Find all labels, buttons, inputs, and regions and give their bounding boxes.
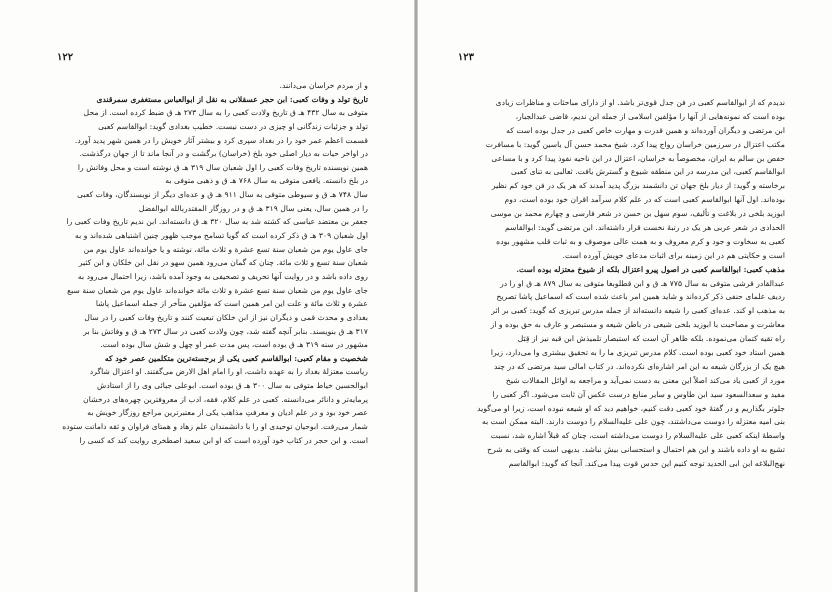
text-line: برخاسته و گوید: از دیار بلخ جهان تن دانشمند بزرگ پدید آمدند که هر یک در فن خود کم نظیر [491,181,785,191]
left-page [0,0,414,592]
text-line: الحدادی در شعر عربی هر یک در رتبهٔ نخست قرار داشته‌اند. ابن مرتضی گوید: ابوالقاسم [505,223,785,233]
text-line: جای عاول یوم من شعبان سنة تسع عشرة و ثلاث مائة خوانده‌اند عاول یوم من شعبان سنة سبع [67,285,368,295]
text-line: ندیدم که از ابوالقاسم کعبی در فن جدل قوی‌تر باشد. او از دارای مباحثات و مناظرات زیادی [495,98,785,107]
text-line: نهج‌البلاغه ابن ابی الحدید توجه کنیم این حدس قوت پیدا می‌کند. آنجا که گوید: ابوالقاسم [508,459,785,469]
text-line: به مذهب او کند. عده‌ای کعبی را شیعه دانسته‌اند از جمله مدرس تبریزی که گوید: کعبی بر اثر [491,306,785,316]
text-line: مشهور در سنه ۳۱۹ هـ ق بوده است، پس مدت عمر او چهل و شش سال بوده است. [100,340,368,350]
text-line: عبدالقادر قرشی متوفی به سال ۷۷۵ هـ ق و ابن قطلوبغا متوفی به سال ۸۷۹ هـ ق او را در [500,278,785,288]
text-line: واسطهٔ اینکه کعبی علی علیه‌السلام را دوست می‌داشته است، چنان که قبلاً اشاره شد، نسبت [490,431,785,441]
text-line: تشیع به او داده باشند و این هم احتمال و استحسانی بیش نباشد. بدیهی است که وقتی به شرح [487,445,785,455]
text-line: معاشرت و مصاحبت با ابوزید بلخی شیعی در باطن شیعه و مستبصر و عارف به حق بوده و از [490,320,785,330]
text-line: در اواخر حیات به دیار اصلی خود بلخ (خراسان) برگشت و در آنجا ماند تا از جهان درگذشت. [79,149,368,159]
text-line: هیچ یک از بزرگان شیعه به این امر اشاره‌ای نکرده‌اند. در کتاب امالی سید مرتضی که در چند [493,361,785,371]
text-line: پرمایه‌تر و دانائر می‌دانسته. کعبی در علم کلام، فقه، ادب از معروفترین چهره‌های درخشان [83,394,368,404]
text-line: تولد و جزئیات زندگانی او چیزی در دست نیست. خطیب بغدادی گوید: ابوالقاسم کعبی [98,121,368,131]
text-line: است. و ابن حجر در کتاب خود آورده است که او ابن سعید اصطخری روایت کند که کسی را [79,435,368,445]
text-line: ردیف علمای حنفی ذکر کرده‌اند و شاید همین امر باعث شده است که اسماعیل پاشا تصریح [496,292,785,302]
text-line: در بلخ دانسته. یافعی متوفی به سال ۷۶۸ هـ ق و ذهبی متوفی به [165,176,368,186]
text-line: است و حکایتی هم در این زمینه برای اثبات مدعای خویش آورده است. [562,250,785,260]
text-line: بوده‌اند. اول آنها ابوالقاسم کعبی است که در علم کلام سرآمد اقران خود بوده است، دوم [504,195,785,205]
text-line: عشرة و ثلاث مائة و علت این امر همین است که مؤلفین متأخر از جمله اسماعیل پاشا [95,299,368,309]
text-line: شعبان سنة تسع و ثلاث مائة. چنان که گمان می‌رود همین سهو در نقل ابن خلکان و ابن کثیر [78,258,368,268]
text-line: عصر خود بود و در علم ادیان و معرفتِ مذاهب یکی از معتبرترین مراجع روزگار خویش به [87,408,368,418]
section-heading-line: شخصیت و مقام کعبی: ابوالقاسم کعبی یکی از برجسته‌ترین متکلمین عصر خود که [104,353,368,363]
text-line: ابوزید بلخی در بلاغت و تألیف، سوم سهل بن حسن در شعر فارسی و چهارم محمد بن موسی [490,209,785,219]
text-line: ۳۱۷ هـ ق بنویسند. بنابر آنچه گفته شد، چون ولادت کعبی در سال ۲۷۳ هـ ق و وفاتش بنا بر [83,326,368,336]
text-line: جلوتر بگذاریم و در گفتهٔ خود کعبی دقت کنیم، خواهیم دید که او شیعه نبوده است، زیرا او می‌گوید [477,403,785,413]
text-line: ریاست معتزلهٔ بغداد را به عهده داشت، او را امام اهل الارض می‌گفتند. او اعتزال شاگرد [89,367,368,377]
text-line: بغدادی و محدث قمی و دیگران نیز از ابن خلکان تبعیت کنند و تاریخ وفات کعبی را در سال [84,312,368,322]
text-line: مورد از کعبی یاد می‌کند اصلاً این معنی به دست نمی‌آید و مراجعه به اوائل المقالات شیخ [505,375,785,385]
text-line: و از مردم خراسان می‌دانند. [279,81,368,90]
right-page-number: ۱۲۳ [457,52,474,63]
text-line: اول شعبان ۳۰۹ هـ ق ذکر کرده است که گویا تسامح موجب ظهور چنین اشتباهی شده‌اند و به [74,231,368,241]
text-line: ابوالقاسم کعبی، این مدرسه در این منطقه شیوع و گسترش یافت. ثعالبی به تنای کعبی [511,167,785,177]
text-line: راه تقیه کتمان می‌نموده. بلکه ظاهر آن است که استبصار تلمیذش ابن قبه نیز از قِبَل [517,334,785,344]
text-line: بنی امیه معتزله را دوست می‌داشتند، چون علی علیه‌السلام را دوست دارند. البته ممکن است به [481,417,785,427]
text-line: متوفی به سال ۴۳۲ هـ ق تاریخ ولادت کعبی را به سال ۲۷۳ هـ ق ضبط کرده است. از محل [83,108,368,118]
right-page-body [468,96,785,471]
text-line: کعبی به سخاوت و جود و کرم معروف و به همت عالی موصوف و به ثبات قلب مشهور بوده [496,236,785,246]
text-line: همین استاد خود کعبی بوده است. کلام مدرس تبریزی ما را به تحقیق بیشتری وا می‌دارد، زیرا [490,348,785,358]
text-line: مفید و سعدالسعود سید ابن طاوس و سایر منابع درست عکس آن ثابت می‌شود. اگر کعبی را [492,389,785,399]
text-line: جای عاول یوم من شعبان سنة تسع عشرة و ثلاث مائة، نوشته و یا خوانده‌اند عاول یوم من [83,244,368,254]
text-line: روی داده باشد و در روایت آنها تحریف و تصحیفی به وجود آمده باشد، زیرا احتمال می‌رود به [77,271,368,281]
text-line: حفص بن سالم به ایران، مخصوصاً به خراسان، اعتزال در این ناحیه نفوذ پیدا کرد و با مساعی [491,153,785,163]
right-page [418,0,832,592]
text-line: قسمت اعظم عمر خود را در بغداد سپری کرد و بیشتر آثار خویش را در همین شهر پدید آورد. [74,135,368,145]
text-line: را در همین سال، یعنی سال ۳۱۹ هـ ق و در روزگار المقتدربالله ابوالفضل [138,203,368,213]
text-line: مکتب اعتزال در سرزمین خراسان رواج پیدا کرد. شیخ محمد حسن آل یاسین گوید: با مسافرت [485,139,785,149]
text-line: سال ۷۴۸ هـ ق و سیوطی متوفی به سال ۹۱۱ هـ ق و عده‌ای دیگر از نویسندگان، وفات کعبی [77,190,368,200]
text-line: همین نویسنده تاریخ وفات کعبی را اول شعبان سال ۳۱۹ هـ ق نوشته است و محل وفاتش را [77,162,368,172]
left-page-body [57,79,368,447]
text-line: ابن مرتضی و دیگران آورده‌اند و همین قدرت و مهارت خاص کعبی در جدل بوده است که [506,125,785,135]
text-line: ابوالحسین خیاط متوفی به سال ۳۰۰ هـ ق بوده است. ابوعلی جبائی وی را از استادش [96,381,368,391]
section-heading-line: مذهب کعبی: ابوالقاسم کعبی در اصول پیرو اعتزال بلکه از شیوخ معتزله بوده است. [516,264,785,274]
left-page-number: ۱۲۲ [57,52,74,63]
text-line: شمار می‌رفت. ابوحیان توحیدی او را با دانشمندان علم زهاد و همتای فراوان و ثقه داماتت ستوده [62,422,368,432]
section-heading-line: تاریخ تولد و وفات کعبی: ابن حجر عسقلانی به نقل از ابوالعباس مستغفری سمرقندی [96,94,368,104]
text-line: جعفر بن معتضد عباسی که کشته شد به سال ۳۲۰ هـ ق دانسته‌اند. ابن ندیم تاریخ وفات کعبی را [66,217,368,227]
text-line: بوده است که نمونه‌هایی از آنها را مؤلفین اسلامی از جمله ابن ندیم، قاضی عبدالجبار، [515,111,785,121]
